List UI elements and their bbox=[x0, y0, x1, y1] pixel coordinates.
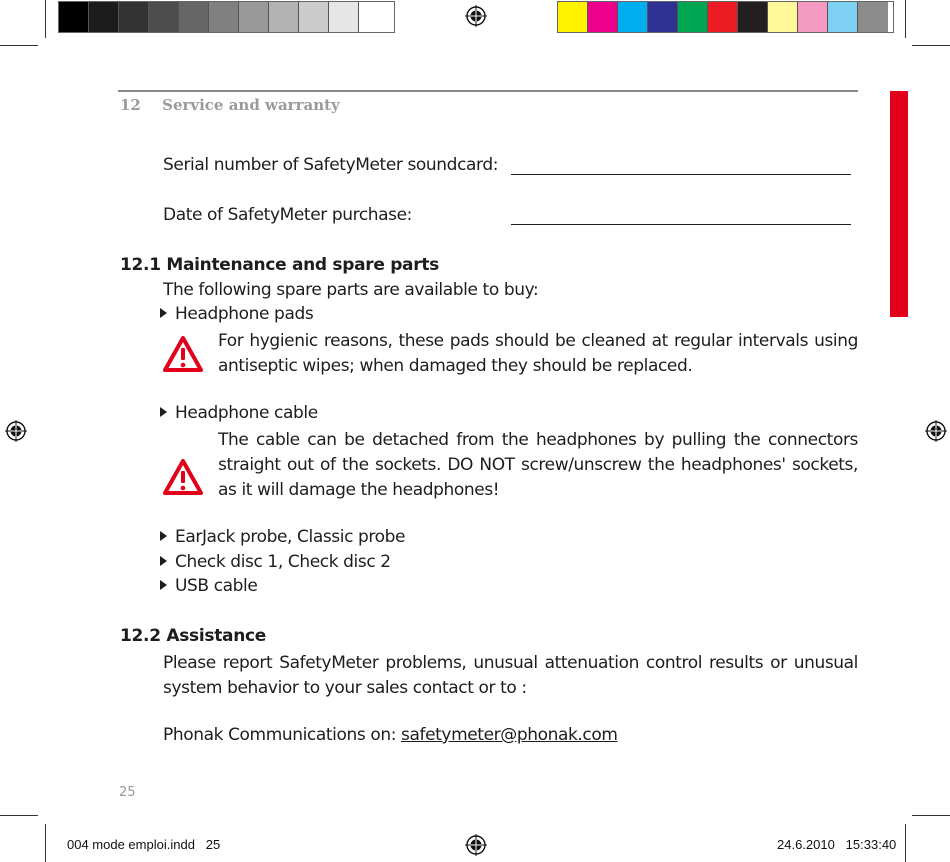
color-swatch bbox=[329, 2, 359, 32]
color-swatch bbox=[119, 2, 149, 32]
process-color-bar bbox=[557, 1, 894, 33]
color-swatch bbox=[678, 2, 708, 32]
section-heading-maintenance: 12.1 Maintenance and spare parts bbox=[120, 255, 439, 275]
contact-prefix: Phonak Communications on: bbox=[163, 725, 397, 745]
color-swatch bbox=[708, 2, 738, 32]
assistance-text: Please report SafetyMeter problems, unusual attenuation control results or unusual system behavior to your sales contact or to : bbox=[163, 653, 858, 698]
list-item: Headphone pads bbox=[160, 304, 313, 324]
list-item: Check disc 1, Check disc 2 bbox=[160, 552, 391, 572]
registration-mark-icon bbox=[465, 834, 487, 856]
running-header bbox=[120, 96, 340, 114]
contact-line bbox=[163, 725, 618, 745]
list-item: EarJack probe, Classic probe bbox=[160, 527, 405, 547]
header-rule bbox=[118, 90, 858, 92]
grayscale-color-bar bbox=[58, 1, 395, 33]
warning-triangle-icon bbox=[161, 457, 205, 497]
purchase-date-label: Date of SafetyMeter purchase: bbox=[163, 205, 413, 225]
headphone-pads-warning: For hygienic reasons, these pads should be cleaned at regular intervals using antiseptic wipes; when damaged they should be replaced. bbox=[218, 331, 858, 376]
color-swatch bbox=[588, 2, 618, 32]
bullet-arrow-icon bbox=[160, 308, 167, 318]
headphone-cable-warning: The cable can be detached from the headphones by pulling the connectors straight out of the sockets. DO NOT screw/unscrew the headphones' sockets, as it will damage the headphones! bbox=[218, 430, 858, 500]
bullet-arrow-icon bbox=[160, 580, 167, 590]
crop-mark bbox=[45, 0, 46, 38]
spare-parts-intro: The following spare parts are available to buy: bbox=[163, 280, 539, 300]
crop-mark bbox=[905, 824, 906, 862]
color-swatch bbox=[828, 2, 858, 32]
color-swatch bbox=[239, 2, 269, 32]
registration-mark-icon bbox=[465, 5, 487, 27]
page-number: 25 bbox=[119, 785, 136, 800]
chapter-title: Service and warranty bbox=[162, 96, 340, 114]
color-swatch bbox=[269, 2, 299, 32]
color-swatch bbox=[149, 2, 179, 32]
registration-mark-icon bbox=[5, 420, 27, 442]
color-swatch bbox=[738, 2, 768, 32]
chapter-tab-marker bbox=[890, 91, 908, 317]
crop-mark bbox=[0, 45, 38, 46]
color-swatch bbox=[558, 2, 588, 32]
color-swatch bbox=[89, 2, 119, 32]
crop-mark bbox=[912, 815, 950, 816]
bullet-arrow-icon bbox=[160, 407, 167, 417]
crop-mark bbox=[912, 45, 950, 46]
serial-number-field-line bbox=[511, 174, 851, 175]
warning-triangle-icon bbox=[161, 334, 205, 374]
color-swatch bbox=[359, 2, 389, 32]
registration-mark-icon bbox=[925, 420, 947, 442]
color-swatch bbox=[798, 2, 828, 32]
crop-mark bbox=[905, 0, 906, 38]
crop-mark bbox=[0, 815, 38, 816]
support-email-link[interactable]: safetymeter@phonak.com bbox=[401, 725, 618, 745]
color-swatch bbox=[768, 2, 798, 32]
bullet-arrow-icon bbox=[160, 556, 167, 566]
slug-timestamp: 24.6.2010 15:33:40 bbox=[777, 837, 897, 852]
crop-mark bbox=[45, 824, 46, 862]
color-swatch bbox=[299, 2, 329, 32]
serial-number-label: Serial number of SafetyMeter soundcard: bbox=[163, 155, 499, 175]
chapter-number: 12 bbox=[120, 96, 141, 114]
color-swatch bbox=[648, 2, 678, 32]
slug-file-name: 004 mode emploi.indd 25 bbox=[67, 837, 221, 852]
bullet-arrow-icon bbox=[160, 531, 167, 541]
section-heading-assistance: 12.2 Assistance bbox=[120, 626, 267, 646]
color-swatch bbox=[858, 2, 888, 32]
color-swatch bbox=[179, 2, 209, 32]
list-item: Headphone cable bbox=[160, 403, 318, 423]
list-item: USB cable bbox=[160, 576, 257, 596]
color-swatch bbox=[209, 2, 239, 32]
color-swatch bbox=[618, 2, 648, 32]
color-swatch bbox=[59, 2, 89, 32]
purchase-date-field-line bbox=[511, 224, 851, 225]
